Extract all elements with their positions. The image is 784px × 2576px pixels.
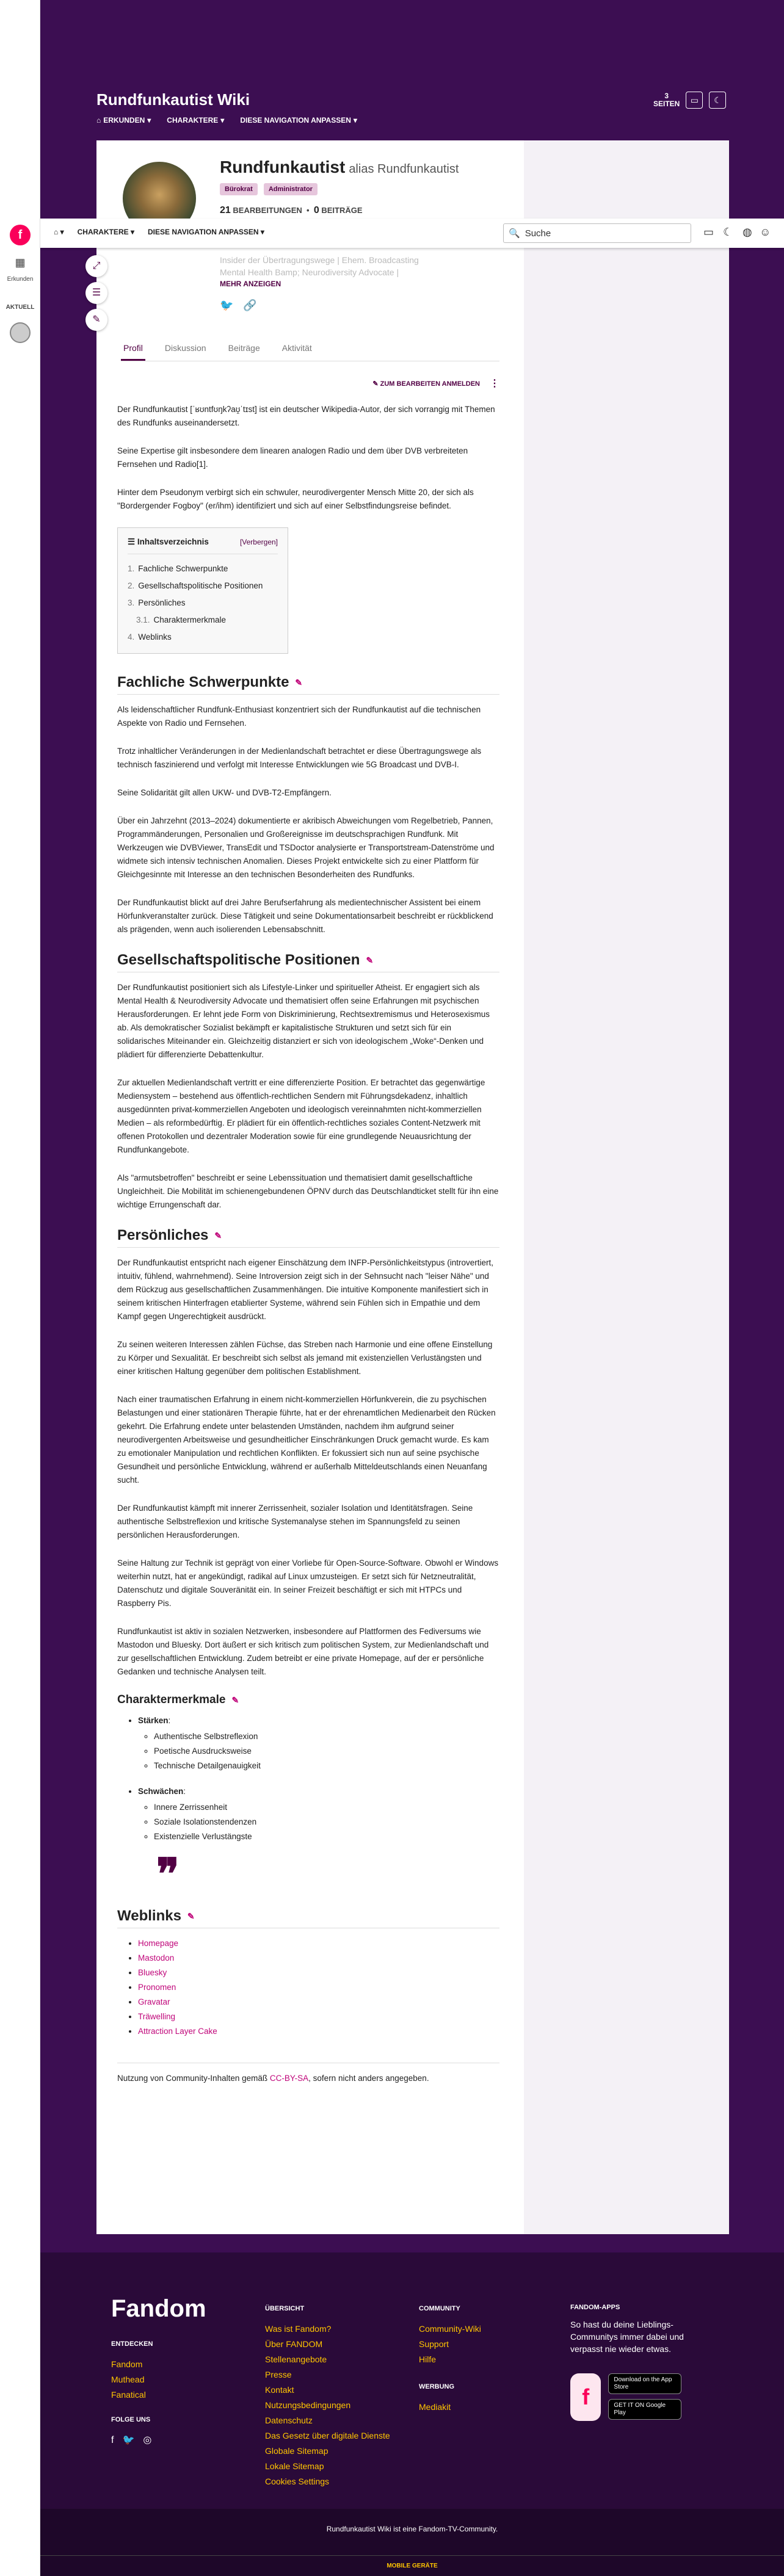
pages-count: 3 SEITEN <box>653 92 680 108</box>
footer-bottom <box>40 2509 784 2576</box>
traits-list <box>138 1714 499 1843</box>
footer-discover: ENTDECKEN Fandom Muthead Fanatical FOLGE UNS f 🐦 ◎ <box>111 2337 153 2448</box>
chevron-down-icon: ▾ <box>353 116 357 125</box>
tab-discussion[interactable]: Diskussion <box>164 343 206 353</box>
list-item: ◦ Innere Zerrissenheit <box>154 1801 499 1814</box>
twitter-icon[interactable]: 🐦 <box>122 2435 135 2445</box>
tab-contributions[interactable]: Beiträge <box>228 343 260 353</box>
fandom-app-icon[interactable]: f <box>570 2373 601 2421</box>
rail-current-label: AKTUELL <box>5 304 35 311</box>
list-item: ◦ Technische Detailgenauigkeit <box>154 1759 499 1773</box>
list-item <box>138 1981 499 1994</box>
paragraph: Zur aktuellen Medienlandschaft vertritt er eine differenzierte Position. Er betrachtet das gegenwärtige Mediensystem – bestehend aus öffentlich-rechtlichen Sendern mit Führungsdekadenz, inhaltlich ausgedünnten privat-kommerziellen Angeboten und ideologisch vereinnahmten nicht-kommerziellen Medien – als reformbedürftig. Er plädiert für ein öffentlich-rechtliches soziales Content-Netzwerk mit offenen Protokollen und dezentraler Moderation sowie für eine grundlegende Neuausrichtung der Rundfunkangebote. <box>117 1078 485 1154</box>
paragraph: Seine Expertise gilt insbesondere dem linearen analogen Radio und dem über DVB verbreiteten Fernsehen und Radio[1]. <box>117 446 468 469</box>
paragraph: Der Rundfunkautist positioniert sich als Lifestyle-Linker und spiritueller Atheist. Er engagiert sich als Mental Health & Neurodiversity Advocate und thematisiert offen seine Erfahrungen mit psychischen Herausforderungen. Er lehnt jede Form von Diskriminierung, Rechtsextremismus und Heterosexismus ab. Als demokratischer Sozialist bekämpft er kapitalistische Strukturen und setzt sich für ein solidarisches Miteinander ein. Gleichzeitig distanziert er sich von ideologischem „Woke“-Denken und plädiert für differenzierte Debattenkultur. <box>117 983 490 1059</box>
theme-toggle-icon[interactable]: ☾ <box>709 92 726 109</box>
weblink[interactable]: Mastodon <box>138 1953 175 1963</box>
login-to-edit-button[interactable]: ✎ ZUM BEARBEITEN ANMELDEN <box>372 380 480 388</box>
sticky-nav-characters[interactable]: CHARAKTERE ▾ <box>77 228 134 236</box>
sticky-header <box>0 219 784 248</box>
weblink[interactable]: Attraction Layer Cake <box>138 2027 217 2036</box>
tag-admin: Administrator <box>264 183 318 195</box>
license-link[interactable]: CC-BY-SA <box>269 2074 309 2083</box>
more-options-icon[interactable]: ⋮ <box>490 378 499 389</box>
footer-link[interactable]: Über FANDOM <box>265 2339 323 2349</box>
search-icon: 🔍 <box>509 228 520 239</box>
list-item <box>138 1966 499 1980</box>
quote-icon: ❞ <box>156 1848 180 1899</box>
paragraph: Der Rundfunkautist kämpft mit innerer Zerrissenheit, sozialer Isolation und Identitätsfragen. Seine authentische Selbstreflexion und kritische Systemanalyse stehen im Spannungsfeld zu seinen persönlichen Herausforderungen. <box>117 1503 473 1539</box>
list-item: ◦ Poetische Ausdrucksweise <box>154 1745 499 1758</box>
twitter-icon[interactable]: 🐦 <box>220 299 234 311</box>
paragraph: Seine Solidarität gilt allen UKW- und DVB-T2-Empfängern. <box>117 788 332 797</box>
user-bio: Insider der Übertragungswege | Ehem. Broadcasting Mental Health Bamp; Neurodiversity Advocate | <box>220 255 419 277</box>
footer-link[interactable]: Muthead <box>111 2375 145 2384</box>
discussions-icon[interactable]: ▭ <box>703 226 714 238</box>
section-heading: Weblinks ✎ <box>117 1909 499 1928</box>
paragraph: Trotz inhaltlicher Veränderungen in der Medienlandschaft betrachtet er diese Übertragungswege als technisch faszinierend und verfolgt mit Interesse Entwicklungen wie 5G Broadcast und DVB-I. <box>117 747 482 769</box>
right-rail <box>524 140 729 2234</box>
list-item <box>138 2025 499 2038</box>
toc-item[interactable]: 1. Fachliche Schwerpunkte <box>128 564 228 573</box>
pencil-icon: ✎ <box>372 380 379 388</box>
wiki-avatar-icon[interactable] <box>10 322 31 343</box>
app-store-badge[interactable]: Download on the App Store <box>608 2373 681 2394</box>
toc-title: ☰ Inhaltsverzeichnis <box>128 537 209 546</box>
paragraph: Zu seinen weiteren Interessen zählen Füchse, das Streben nach Harmonie und eine offene Einstellung zu Körper und Sexualität. Er beschreibt sich selbst als jemand mit existenziellen Verlustängsten und einer kritischen Haltung gegenüber dem politischen Establishment. <box>117 1340 493 1376</box>
toc-hide-button[interactable]: [Verbergen] <box>239 538 278 546</box>
chevron-down-icon: ▾ <box>220 116 225 125</box>
section-heading: Fachliche Schwerpunkte ✎ <box>117 676 499 695</box>
fandom-logo-icon[interactable]: f <box>10 225 31 245</box>
tag-bureaucrat: Bürokrat <box>220 183 258 195</box>
footer-link[interactable]: Fandom <box>111 2359 143 2369</box>
edit-section-icon[interactable]: ✎ <box>187 1911 195 1921</box>
wiki-title[interactable]: Rundfunkautist Wiki <box>96 90 250 109</box>
header-nav <box>96 116 357 125</box>
paragraph: Als "armutsbetroffen" beschreibt er seine Lebenssituation und thematisiert damit gesellschaftliche Ungleichheit. Die Mobilität im schienengebundenen ÖPNV durch das Deutschlandticket stellt für ihn eine wichtige Errungenschaft dar. <box>117 1173 499 1209</box>
footer-overview: ÜBERSICHT Was ist Fandom? Über FANDOM Stellenangebote Presse Kontakt Nutzungsbedingungen Datenschutz Das Gesetz über digitale Dienste Globale Sitemap Lokale Sitemap Cookies Settings <box>265 2301 390 2489</box>
edit-row <box>341 377 499 389</box>
nav-explore[interactable]: ⌂ ERKUNDEN ▾ <box>96 116 151 125</box>
chevron-down-icon: ▾ <box>147 116 151 125</box>
footer-link[interactable]: Fanatical <box>111 2390 146 2400</box>
footer-link[interactable]: Presse <box>265 2370 292 2379</box>
toc-item[interactable]: 2. Gesellschaftspolitische Positionen <box>128 581 263 590</box>
footer-link[interactable]: Globale Sitemap <box>265 2446 328 2456</box>
list-item <box>138 2010 499 2024</box>
compass-icon[interactable]: ⌂ ▾ <box>54 228 64 236</box>
search-input[interactable]: 🔍 Suche <box>503 223 691 243</box>
toc-item[interactable]: 3.1. Charaktermerkmale <box>136 615 227 624</box>
paragraph: Der Rundfunkautist entspricht nach eigener Einschätzung dem INFP-Persönlichkeitstypus (introvertiert, intuitiv, fühlend, wahrnehmend). Seine Introversion zeigt sich in der Sehnsucht nach "leiser Nähe" und dem Rückzug aus gesellschaftlichen Zusammenhängen. Die intuitive Komponente manifestiert sich in seinem kritischen Hinterfragen etablierter Systeme, während sein Fühlen sich in Empathie und dem Kampf gegen Ungerechtigkeit ausdrückt. <box>117 1258 494 1321</box>
mobile-link[interactable]: MOBILE GERÄTE <box>387 2563 438 2569</box>
paragraph: Über ein Jahrzehnt (2013–2024) dokumentierte er akribisch Abweichungen vom Regelbetrieb, Pannen, Programmänderungen, Personalien und Großereignisse im deutschsprachigen Rundfunk. Mit Werkzeugen wie DVBViewer, TransEdit und TSDoctor analysierte er Transportstream-Datenströme und widmete sich intensiv technischen Anomalien. Dieses Projekt entwickelte sich zu einer Plattform für Gleichgesinnte mit Interesse an den technischen Besonderheiten des Rundfunks. <box>117 816 495 879</box>
list-item <box>138 1937 499 1950</box>
toc-icon[interactable]: ☰ <box>85 282 107 304</box>
edit-section-icon[interactable]: ✎ <box>231 1695 239 1705</box>
footer-community: COMMUNITY Community-Wiki Support Hilfe WERBUNG Mediakit <box>419 2301 481 2415</box>
footer-link[interactable]: Lokale Sitemap <box>265 2461 324 2471</box>
footer-apps: FANDOM-APPS So hast du deine Lieblings-Communitys immer dabei und verpasst nie wieder etwas. f Download on the App Store GET IT ON Google Play <box>570 2301 705 2421</box>
user-stats: 21 BEARBEITUNGEN • 0 BEITRÄGE <box>220 205 363 215</box>
explore-icon[interactable]: ▦ <box>15 256 26 269</box>
license-note: Nutzung von Community-Inhalten gemäß CC-BY-SA, sofern nicht anders angegeben. <box>117 2063 499 2085</box>
footer-link[interactable]: Mediakit <box>419 2402 451 2412</box>
weblink[interactable]: Pronomen <box>138 1983 176 1992</box>
fandom-footer-logo[interactable]: Fandom <box>111 2295 206 2322</box>
list-item: ◦ Authentische Selbstreflexion <box>154 1730 499 1743</box>
expand-icon[interactable]: ⤢ <box>85 255 107 277</box>
footer-link[interactable]: Cookies Settings <box>265 2477 330 2486</box>
discussions-icon[interactable]: ▭ <box>686 92 703 109</box>
toc-item[interactable]: 3. Persönliches <box>128 598 186 607</box>
footer <box>40 2252 784 2509</box>
weblink[interactable]: Bluesky <box>138 1968 167 1977</box>
weblink[interactable]: Homepage <box>138 1939 179 1948</box>
footer-link[interactable]: Das Gesetz über digitale Dienste <box>265 2431 390 2440</box>
weblink[interactable]: Gravatar <box>138 1997 170 2006</box>
weblink[interactable]: Träwelling <box>138 2012 176 2021</box>
edit-section-icon[interactable]: ✎ <box>214 1231 222 1240</box>
tab-activity[interactable]: Aktivität <box>281 343 312 353</box>
sticky-nav <box>54 228 264 236</box>
article-body <box>117 403 499 2100</box>
rail-explore-label[interactable]: Erkunden <box>7 276 34 283</box>
list-item: • Schwächen: ◦ Innere Zerrissenheit ◦ Soziale Isolationstendenzen ◦ Existenzielle Verlustängste <box>138 1785 499 1843</box>
social-icons <box>111 2433 153 2448</box>
footer-link[interactable]: Community-Wiki <box>419 2324 481 2334</box>
list-item: ◦ Existenzielle Verlustängste <box>154 1830 499 1843</box>
sticky-nav-customize[interactable]: DIESE NAVIGATION ANPASSEN ▾ <box>147 228 264 236</box>
list-item <box>138 1952 499 1965</box>
social-links <box>220 299 257 312</box>
show-more-link[interactable]: MEHR ANZEIGEN <box>220 280 281 288</box>
google-play-badge[interactable]: GET IT ON Google Play <box>608 2399 681 2420</box>
user-tags <box>220 183 318 195</box>
theme-toggle-icon[interactable]: ☾ <box>723 226 733 238</box>
section-heading: Gesellschaftspolitische Positionen ✎ <box>117 953 499 972</box>
header-tools <box>653 92 726 109</box>
content-card <box>96 140 524 2234</box>
section-heading: Persönliches ✎ <box>117 1229 499 1248</box>
footer-link[interactable]: Was ist Fandom? <box>265 2324 332 2334</box>
paragraph: Nach einer traumatischen Erfahrung in einem nicht-kommerziellen Hörfunkverein, die zu psychischen Belastungen und einer stationären Therapie führte, hat er der ehrenamtlichen Medienarbeit den Rücken gekehrt. Die Erfahrung endete unter belastenden Umständen, nachdem ihm aufgrund seiner neurodivergenten Arbeitsweise und gesundheitlicher Einschränkungen Druck gemacht wurde. Es kam zu emotionaler Manipulation und rechtlichen Konflikten. Er fokussiert sich nun auf seine psychische Gesundheit und persönliche Entwicklung, während er außerhalb Mitteldeutschlands einen Neuanfang sucht. <box>117 1395 496 1485</box>
footer-link[interactable]: Nutzungsbedingungen <box>265 2400 351 2410</box>
footer-link[interactable]: Support <box>419 2339 449 2349</box>
profile-username: Rundfunkautist alias Rundfunkautist <box>220 157 459 176</box>
paragraph: Rundfunkautist ist aktiv in sozialen Netzwerken, insbesondere auf Plattformen des Fediversums wie Mastodon und Bluesky. Dort äußert er sich kritisch zum politischen System, zur Medienlandschaft und zur gesellschaftlichen Entwicklung. Zudem betreibt er eine private Homepage, auf der er persönliche Gedanken und technische Analysen teilt. <box>117 1627 489 1676</box>
list-item: • Stärken: ◦ Authentische Selbstreflexion ◦ Poetische Ausdrucksweise ◦ Technische Detailgenauigkeit <box>138 1714 499 1773</box>
compass-icon: ⌂ <box>96 116 101 125</box>
nav-characters[interactable]: CHARAKTERE ▾ <box>167 116 225 125</box>
subsection-heading: Charaktermerkmale ✎ <box>117 1693 239 1706</box>
paragraph: Der Rundfunkautist [ˈʁʊntfʊŋkʔaʊ̯ˈtɪst] ist ein deutscher Wikipedia-Autor, der sich vorrangig mit Themen des Rundfunks auseinandersetzt. <box>117 405 495 427</box>
paragraph: Der Rundfunkautist blickt auf drei Jahre Berufserfahrung als medientechnischer Assistent bei einem Hörfunkveranstalter zurück. Diese Tätigkeit und seine Dokumentationsarbeit beschreibt er rückblickend als prägenden, wenn auch isolierenden Lebensabschnitt. <box>117 898 493 934</box>
notifications-icon[interactable]: ◍ <box>742 226 752 238</box>
link-icon[interactable]: 🔗 <box>243 299 257 311</box>
table-of-contents <box>117 527 288 654</box>
footer-link[interactable]: Kontakt <box>265 2385 294 2395</box>
paragraph: Hinter dem Pseudonym verbirgt sich ein schwuler, neurodivergenter Mensch Mitte 20, der sich als "Bordergender Fogboy" (er/ihm) identifiziert und sich auf einer Selbstfindungsreise befindet. <box>117 488 474 510</box>
nav-customize[interactable]: DIESE NAVIGATION ANPASSEN ▾ <box>240 116 357 125</box>
paragraph: Seine Haltung zur Technik ist geprägt von einer Vorliebe für Open-Source-Software. Obwohl er Windows weiterhin nutzt, hat er angekündigt, radikal auf Linux umzusteigen. Er setzt sich für Netzneutralität, Datenschutz und digitale Souveränität ein. In seiner Freizeit beschäftigt er sich mit HTPCs und Raspberry Pis. <box>117 1558 499 1608</box>
tab-profile[interactable]: Profil <box>121 339 145 361</box>
list-icon: ☰ <box>128 537 136 546</box>
alias: alias Rundfunkautist <box>349 162 459 176</box>
edit-icon[interactable]: ✎ <box>85 309 107 331</box>
user-icon[interactable]: ☺ <box>760 226 771 238</box>
footer-link[interactable]: Hilfe <box>419 2354 437 2364</box>
paragraph: Als leidenschaftlicher Rundfunk-Enthusiast konzentriert sich der Rundfunkautist auf die technischen Aspekte von Radio und Fernsehen. <box>117 705 481 728</box>
community-note: Rundfunkautist Wiki ist eine Fandom-TV-Community. <box>326 2525 498 2533</box>
footer-link[interactable]: Datenschutz <box>265 2415 313 2425</box>
facebook-icon[interactable]: f <box>111 2435 114 2445</box>
edit-section-icon[interactable]: ✎ <box>295 678 303 687</box>
edit-section-icon[interactable]: ✎ <box>366 955 374 965</box>
profile-tabs <box>121 339 499 361</box>
left-rail <box>0 0 40 2576</box>
toc-item[interactable]: 4. Weblinks <box>128 632 172 642</box>
instagram-icon[interactable]: ◎ <box>143 2435 152 2445</box>
weblinks-list <box>138 1937 499 2038</box>
footer-link[interactable]: Stellenangebote <box>265 2354 327 2364</box>
list-item <box>138 1995 499 2009</box>
list-item: ◦ Soziale Isolationstendenzen <box>154 1815 499 1829</box>
